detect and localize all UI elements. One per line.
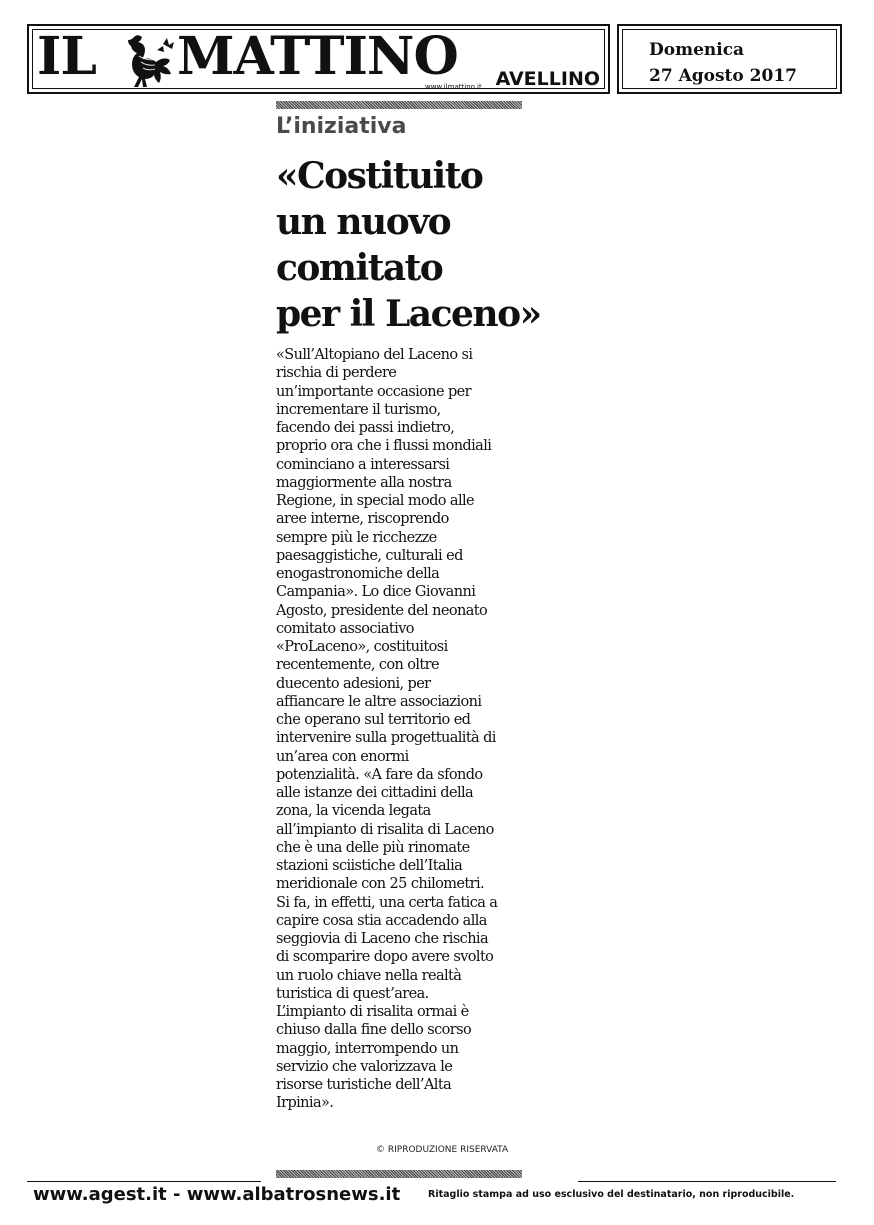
body-line: sempre più le ricchezze [276, 529, 437, 546]
body-line: maggio, interrompendo un [276, 1040, 459, 1057]
body-line: paesaggistiche, culturali ed [276, 547, 463, 564]
body-line: capire cosa stia accadendo alla [276, 912, 487, 929]
body-line: un ruolo chiave nella realtà [276, 967, 462, 984]
body-line: affiancare le altre associazioni [276, 693, 482, 710]
body-line: duecento adesioni, per [276, 675, 431, 692]
article-top-bar [276, 101, 522, 109]
footer-rule-right [578, 1181, 836, 1182]
headline-line: un nuovo [276, 201, 451, 243]
footer-disclaimer: Ritaglio stampa ad uso esclusivo del destinatario, non riproducibile. [428, 1189, 795, 1200]
date-day: Domenica [649, 40, 745, 60]
body-line: «Sull’Altopiano del Laceno si [276, 347, 473, 363]
body-line: all’impianto di risalita di Laceno [276, 821, 494, 838]
body-line: alle istanze dei cittadini della [276, 785, 474, 801]
date-box-frame [622, 29, 837, 89]
body-line: enogastronomiche della [276, 566, 440, 582]
body-line: zona, la vicenda legata [276, 803, 431, 820]
newspaper-url: www.ilmattino.it [425, 83, 482, 91]
body-line: seggiovia di Laceno che rischia [276, 931, 489, 947]
copyright-notice: © RIPRODUZIONE RISERVATA [376, 1145, 509, 1155]
body-line: L’impianto di risalita ormai è [276, 1004, 469, 1020]
headline-line: comitato [276, 247, 443, 289]
body-line: stazioni sciistiche dell’Italia [276, 858, 463, 874]
body-line: comitato associativo [276, 620, 414, 637]
body-line: un’importante occasione per [276, 383, 471, 400]
body-line: cominciano a interessarsi [276, 456, 450, 473]
article-body [276, 346, 526, 1113]
body-line: servizio che valorizzava le [276, 1058, 453, 1075]
masthead-frame [32, 26, 605, 91]
article-bottom-bar [276, 1170, 522, 1178]
body-line: aree interne, riscoprendo [276, 511, 449, 528]
body-line: facendo dei passi indietro, [276, 420, 455, 436]
masthead [27, 24, 610, 94]
body-line: che operano sul territorio ed [276, 712, 471, 728]
footer-rule-left [27, 1181, 261, 1182]
edition-label: AVELLINO [495, 68, 600, 90]
body-line: proprio ora che i flussi mondiali [276, 438, 492, 455]
headline-line: «Costituito [276, 155, 483, 197]
footer-websites: www.agest.it - www.albatrosnews.it [33, 1184, 401, 1205]
body-line: Campania». Lo dice Giovanni [276, 584, 476, 601]
body-line: intervenire sulla progettualità di [276, 730, 496, 747]
body-line: «ProLaceno», costituitosi [276, 639, 448, 655]
body-line: un’area con enormi [276, 748, 409, 765]
article-headline [276, 153, 546, 337]
body-line: Regione, in special modo alle [276, 493, 475, 509]
body-line: che è una delle più rinomate [276, 839, 470, 856]
body-line: maggiormente alla nostra [276, 474, 452, 491]
body-line: turistica di quest’area. [276, 985, 429, 1002]
body-line: Si fa, in effetti, una certa fatica a [276, 894, 498, 911]
body-line: potenzialità. «A fare da sfondo [276, 766, 483, 783]
headline-line: per il Laceno» [276, 293, 541, 335]
body-line: incrementare il turismo, [276, 401, 441, 418]
logo-mattino: MATTINO [177, 26, 458, 87]
body-line: meridionale con 25 chilometri. [276, 876, 485, 893]
date-box [617, 24, 842, 94]
article-kicker: L’iniziativa [276, 114, 407, 139]
body-line: di scomparire dopo avere svolto [276, 949, 494, 966]
body-line: recentemente, con oltre [276, 657, 439, 674]
body-line: risorse turistiche dell’Alta [276, 1077, 452, 1093]
body-line: Irpinia». [276, 1095, 334, 1112]
date-full: 27 Agosto 2017 [649, 66, 797, 86]
body-line: chiuso dalla fine dello scorso [276, 1022, 472, 1039]
body-line: Agosto, presidente del neonato [276, 602, 488, 619]
body-line: rischia di perdere [276, 365, 397, 382]
logo-il: IL [37, 26, 96, 87]
rooster-icon [119, 32, 177, 90]
